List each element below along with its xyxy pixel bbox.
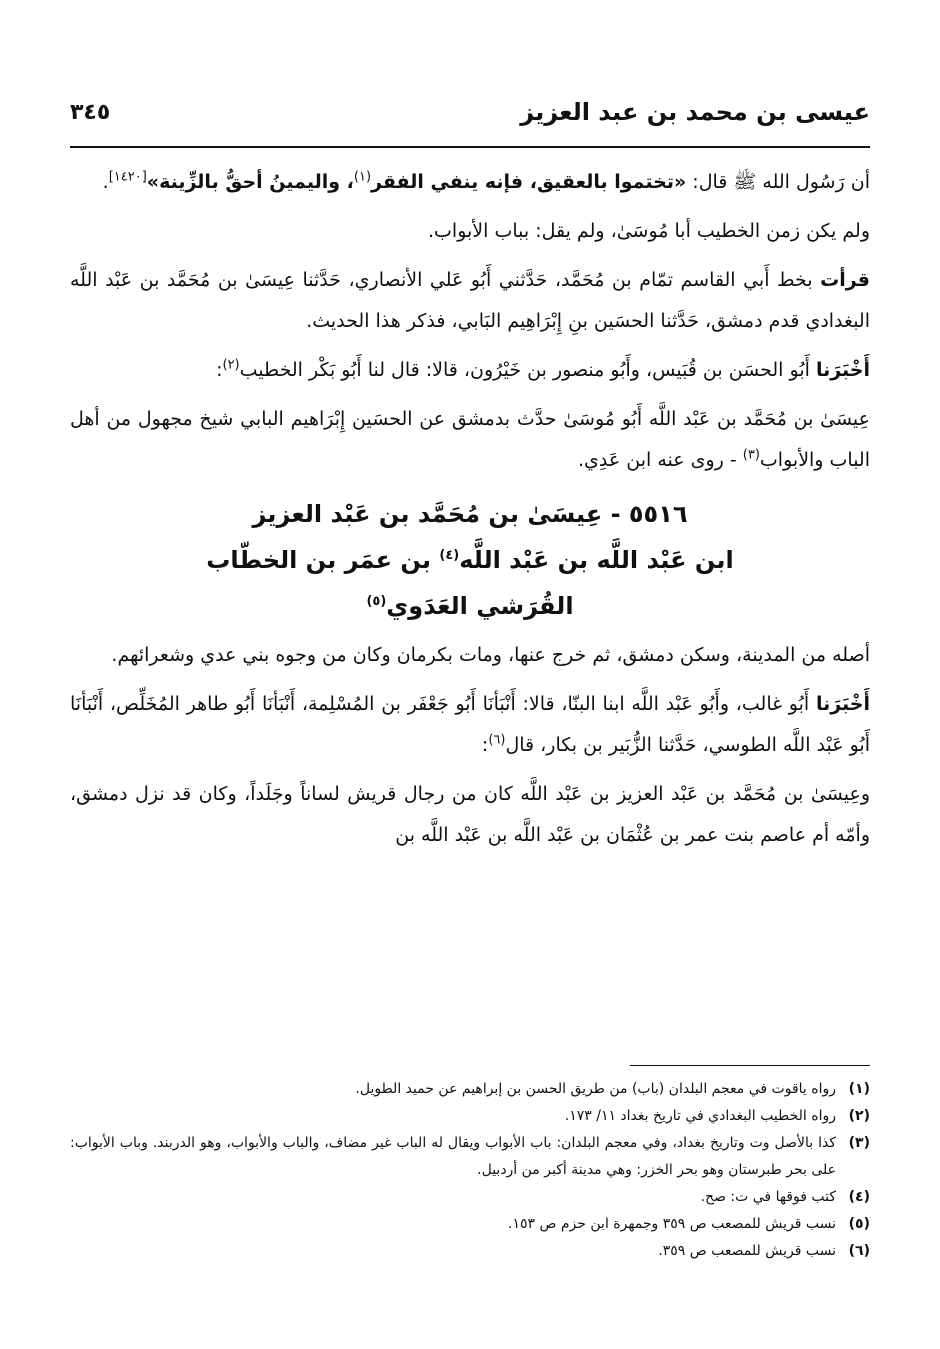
- paragraph-1-end: .: [102, 171, 109, 193]
- footnote-text: نسب قريش للمصعب ص ٣٥٩.: [658, 1243, 836, 1259]
- paragraph-4-end: :: [216, 359, 223, 381]
- footnote-text: نسب قريش للمصعب ص ٣٥٩ وجمهرة ابن حزم ص ١٥٣.: [508, 1216, 836, 1232]
- footnote-number: (٦): [848, 1243, 870, 1259]
- heading-line-2-a: ابن عَبْد اللَّه بن عَبْد اللَّه: [459, 546, 734, 574]
- footnote-6: [70, 1238, 870, 1265]
- hadith-number: [١٤٢٠]: [108, 169, 147, 185]
- paragraph-3-text: بخط أَبي القاسم تمّام بن مُحَمَّد، حَدَّثني أَبُو عَلي الأنصاري، حَدَّثنا عِيسَىٰ بن مُحَمَّد بن عَبْد اللَّه البغدادي قدم دمشق، حَدَّثنا الحسَين بنِ إِبْرَاهِيم البَابي، فذكر هذا الحديث.: [70, 269, 870, 332]
- paragraph-5-end: - روى عنه ابن عَدِي.: [577, 449, 743, 471]
- paragraph-4: [70, 350, 870, 391]
- footnote-1: [70, 1076, 870, 1103]
- page-header: [70, 94, 870, 134]
- footnote-ref-6: (٦): [488, 732, 506, 748]
- paragraph-7: [70, 684, 870, 766]
- footnote-number: (٤): [848, 1189, 870, 1205]
- paragraph-3-lead: قرأت: [820, 269, 870, 291]
- paragraph-7-lead: أَخْبَرَنا: [815, 693, 870, 715]
- paragraph-6: أصله من المدينة، وسكن دمشق، ثم خرج عنها، ومات بكرمان وكان من وجوه بني عدي وشعرائهم.: [111, 644, 870, 666]
- heading-line-2-b: بن عمَر بن الخطّاب: [206, 546, 440, 574]
- footnote-ref-5: (٥): [366, 594, 387, 609]
- hadith-quote-cont: ، واليمينُ أحقُّ بالزِّينة»: [146, 171, 354, 193]
- footnotes: [70, 1076, 870, 1265]
- paragraph-8: وعِيسَىٰ بن مُحَمَّد بن عَبْد العزيز بن عَبْد اللَّه كان من رجال قريش لساناً وجَلَداً، وكان قد نزل دمشق، وأمّه أم عاصم بنت عمر بن عُثْمَان بن عَبْد اللَّه بن عَبْد اللَّه بن: [70, 783, 870, 846]
- paragraph-4-text: أَبُو الحسَن بن قُبَيس، وأَبُو منصور بن خَيْرُون، قالا: قال لنا أَبُو بَكْر الخطيب: [239, 359, 816, 381]
- heading-line-1: ٥٥١٦ - عِيسَىٰ بن مُحَمَّد بن عَبْد العزيز: [252, 500, 688, 528]
- heading-line-3: [70, 583, 870, 629]
- footnote-number: (٣): [848, 1135, 870, 1151]
- footnote-text: كذا بالأصل وت وتاريخ بغداد، وفي معجم البلدان: باب الأبواب ويقال له الباب غير مضاف، والباب والأبواب، وهو الدربند. وباب الأبواب: على بحر طبرستان وهو بحر الخزر: وهي مدينة أكبر من أردبيل.: [70, 1135, 836, 1178]
- footnote-2: [70, 1103, 870, 1130]
- paragraph-5-text: عِيسَىٰ بن مُحَمَّد بن عَبْد اللَّه أَبُو مُوسَىٰ حدَّث بدمشق عن الحسَين إِبْرَاهيم البابي شيخ مجهول من أهل الباب والأبواب: [70, 408, 870, 471]
- paragraph-7-end: :: [481, 734, 489, 756]
- footnote-text: كتب فوقها في ت: صح.: [700, 1189, 836, 1205]
- heading-line-3-a: القُرَشي العَدَوي: [386, 592, 574, 620]
- footnote-text: رواه الخطيب البغدادي في تاريخ بغداد ١١/ ١٧٣.: [564, 1108, 836, 1124]
- footnote-ref-3: (٣): [742, 447, 760, 463]
- footnote-5: [70, 1211, 870, 1238]
- entry-heading: [70, 491, 870, 629]
- paragraph-4-lead: أَخْبَرَنا: [815, 359, 870, 381]
- footnote-number: (١): [848, 1081, 870, 1097]
- footnote-text: رواه ياقوت في معجم البلدان (باب) من طريق الحسن بن إبراهيم عن حميد الطويل.: [355, 1081, 836, 1097]
- paragraph-7-text: أَبُو غالب، وأَبُو عَبْد اللَّه ابنا البنّا، قالا: أَنْبَأنَا أَبُو جَعْفَر بن المُسْلِمة، أَنْبَأنَا أَبُو طاهر المُخَلِّص، أَنْبَأنَا أَبُو عَبْد اللَّه الطوسي، حَدَّثنا الزُّبَير بن بكار، قال: [70, 693, 870, 756]
- paragraph-1-intro: أن رَسُول الله ﷺ قال:: [686, 171, 870, 193]
- paragraph-1: [70, 162, 870, 203]
- footnote-3: [70, 1130, 870, 1184]
- heading-line-2: [70, 537, 870, 583]
- footnote-ref-4: (٤): [439, 548, 460, 563]
- hadith-quote: «تختموا بالعقيق، فإنه ينفي الفقر: [371, 171, 687, 193]
- running-title: عيسى بن محمد بن عبد العزيز: [520, 98, 870, 126]
- footnote-ref-2: (٢): [222, 357, 240, 373]
- page-number: ٣٤٥: [70, 100, 111, 125]
- footnote-number: (٥): [848, 1216, 870, 1232]
- footnote-number: (٢): [848, 1108, 870, 1124]
- footnote-ref-1: (١): [353, 169, 372, 185]
- footnote-4: [70, 1184, 870, 1211]
- paragraph-2: ولم يكن زمن الخطيب أبا مُوسَىٰ، ولم يقل: بباب الأبواب.: [428, 220, 870, 242]
- main-text: [70, 162, 870, 864]
- paragraph-5: [70, 399, 870, 481]
- paragraph-3: [70, 260, 870, 342]
- footnote-separator: [630, 1065, 870, 1066]
- header-rule: [70, 146, 870, 148]
